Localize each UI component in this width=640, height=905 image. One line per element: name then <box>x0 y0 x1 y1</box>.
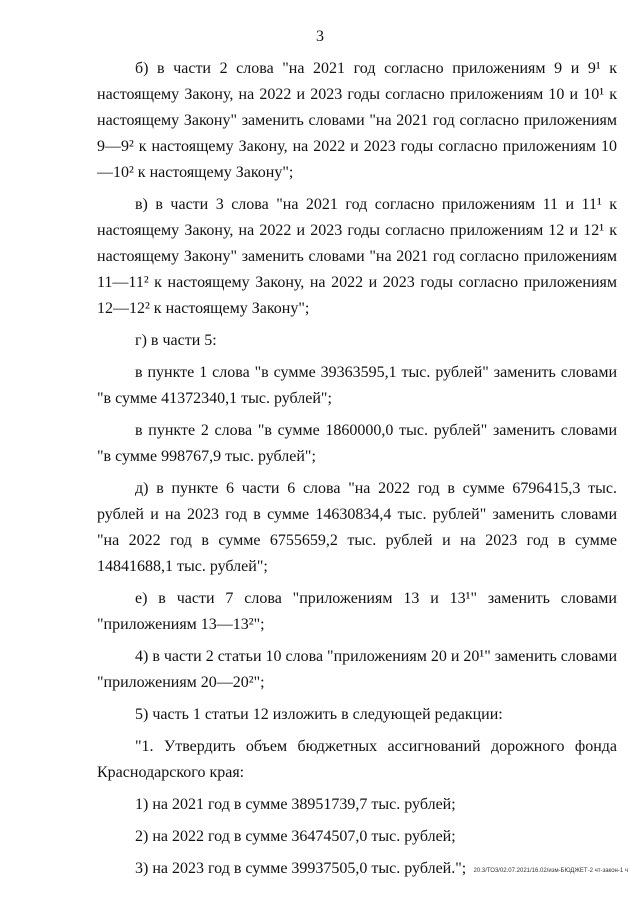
footer-code: 20.3/ТО3/02.07.2021/16.02/изм-БЮДЖЕТ-2 чт-закон-1 ч <box>473 868 628 874</box>
paragraph-b: б) в части 2 слова "на 2021 год согласно приложениям 9 и 9¹ к настоящему Закону, на 2022 и 2023 годы согласно приложениям 10 и 10¹ к настоящему Закону" заменить словами "на 2021 год согласно приложениям 9—9² к настоящему Закону, на 2022 и 2023 годы согласно приложениям 10—10² к настоящему Закону"; <box>97 60 617 181</box>
list-item-2023: 3) на 2023 год в сумме 39937505,0 тыс. рублей."; <box>135 860 467 877</box>
paragraph-5: 5) часть 1 статьи 12 изложить в следующей редакции: <box>135 706 503 723</box>
page-number: 3 <box>316 28 324 45</box>
paragraph-g-item-2: в пункте 2 слова "в сумме 1860000,0 тыс. рублей" заменить словами "в сумме 998767,9 тыс. рублей"; <box>97 422 617 465</box>
list-item-2022: 2) на 2022 год в сумме 36474507,0 тыс. рублей; <box>135 828 456 845</box>
paragraph-g-item-1: в пункте 1 слова "в сумме 39363595,1 тыс. рублей" заменить словами "в сумме 41372340,1 тыс. рублей"; <box>97 364 617 407</box>
paragraph-4: 4) в части 2 статьи 10 слова "приложениям 20 и 20¹" заменить словами "приложениям 20—20²"; <box>97 648 618 691</box>
paragraph-g: г) в части 5: <box>135 332 217 349</box>
paragraph-v: в) в части 3 слова "на 2021 год согласно приложениям 11 и 11¹ к настоящему Закону, на 2022 и 2023 годы согласно приложениям 12 и 12¹ к настоящему Закону" заменить словами "на 2021 год согласно приложениям 11—11² к настоящему Закону, на 2022 и 2023 годы согласно приложениям 12—12² к настоящему Закону"; <box>97 196 617 317</box>
document-body <box>97 56 617 888</box>
paragraph-d: д) в пункте 6 части 6 слова "на 2022 год в сумме 6796415,3 тыс. рублей и на 2023 год в сумме 14630834,4 тыс. рублей" заменить словами "на 2022 год в сумме 6755659,2 тыс. рублей и на 2023 год в сумме 14841688,1 тыс. рублей"; <box>97 480 617 575</box>
list-item-2021: 1) на 2021 год в сумме 38951739,7 тыс. рублей; <box>135 796 456 813</box>
paragraph-e: е) в части 7 слова "приложениям 13 и 13¹" заменить словами "приложениям 13—13²"; <box>97 590 617 633</box>
quoted-paragraph-1: "1. Утвердить объем бюджетных ассигнований дорожного фонда Краснодарского края: <box>97 738 617 781</box>
